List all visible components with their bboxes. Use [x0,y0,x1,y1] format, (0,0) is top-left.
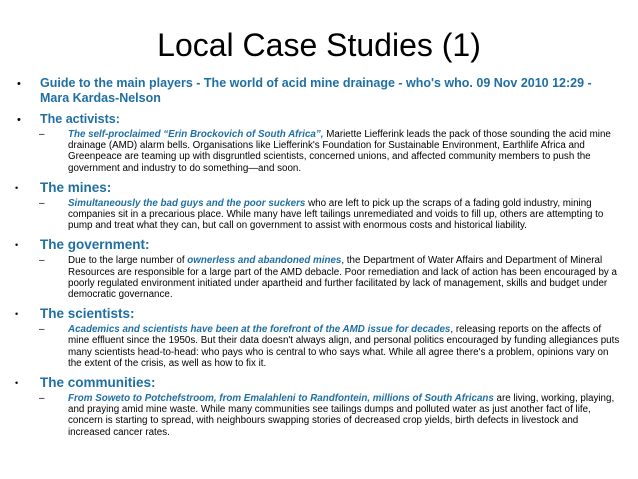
section-text: , releasing reports on the affects of mine effluent since the 1950s. But their data doesn't always align, and personal politics encouraged by funding allegiances puts many scientists head-to-head: who pays who is central to who says what. While all agree there's a problem, opinions vary on the extent of the crisis, as well as how to fix it. [68,324,620,369]
section-heading: The mines: [40,179,112,195]
section-heading: The scientists: [40,306,135,322]
section-communities [0,375,638,438]
section-emphasis: Academics and scientists have been at the forefront of the AMD issue for decades [68,324,451,336]
bullet-icon: • [15,182,19,193]
section-text: , the Department of Water Affairs and Department of Mineral Resources are responsible for a large part of the AMD debacle. Poor remediation and lack of action has been encouraged by a poorly regulated environment initiated under apartheid and further facilitated by lack of management, skills and budget under democratic governance. [68,255,617,301]
section-text: are living, working, playing, and praying amid mine waste. While many communities see tailings dumps and polluted water as just another fact of life, concern is starting to spread, with neighbours swapping stories of decreased crop yields, birth defects in livestock and increased cancer rates. [68,393,615,438]
bullet-icon: • [15,378,19,389]
section-body [39,324,620,369]
section-text-pre: Due to the large number of [68,255,188,267]
slide-title: Local Case Studies (1) [157,27,481,63]
section-body [39,197,620,232]
bullet-icon: • [15,240,19,251]
section-activists [0,112,638,174]
dash-icon: – [39,393,45,405]
slide-body [0,76,638,438]
dash-icon: – [39,129,45,140]
section-body [39,129,620,174]
section-scientists [0,306,638,369]
section-text: who are left to pick up the scraps of a fading gold industry, mining companies sit in a precarious place. While many have left tailings unremediated and voids to fill up, others are attempting to pump and treat what they can, but call on government to assist with enormous costs and historical liability. [68,197,604,232]
guide-text: Guide to the main players - The world of acid mine drainage - who's who. 09 Nov 2010 12:29 - Mara Kardas-Nelson [40,76,592,105]
section-heading: The communities: [40,375,156,391]
section-emphasis: ownerless and abandoned mines [187,255,342,267]
section-heading: The government: [40,237,150,253]
section-emphasis: The self-proclaimed “Erin Brockovich of South Africa”, [68,129,324,140]
section-body [39,393,620,438]
bullet-icon: • [15,309,19,320]
dash-icon: – [39,255,45,267]
section-mines [0,180,638,232]
dash-icon: – [39,324,45,336]
dash-icon: – [39,197,45,209]
guide-item [0,76,638,106]
section-government [0,237,638,300]
section-body [39,255,620,301]
bullet-icon: • [17,114,21,126]
section-heading: The activists: [40,112,120,126]
section-text: Mariette Liefferink leads the pack of those sounding the acid mine drainage (AMD) alarm bells. Organisations like Liefferink's Foundation for Sustainable Environment, Earthlife Africa and Greenpeace are teaming up with disgruntled scientists, concerned unions, and affected community members to push the government and industry to do something—and soon. [68,129,611,174]
section-emphasis: From Soweto to Potchefstroom, from Emalahleni to Randfontein, millions of South Africans [68,393,494,405]
section-emphasis: Simultaneously the bad guys and the poor suckers [68,197,306,209]
bullet-icon: • [17,78,21,90]
